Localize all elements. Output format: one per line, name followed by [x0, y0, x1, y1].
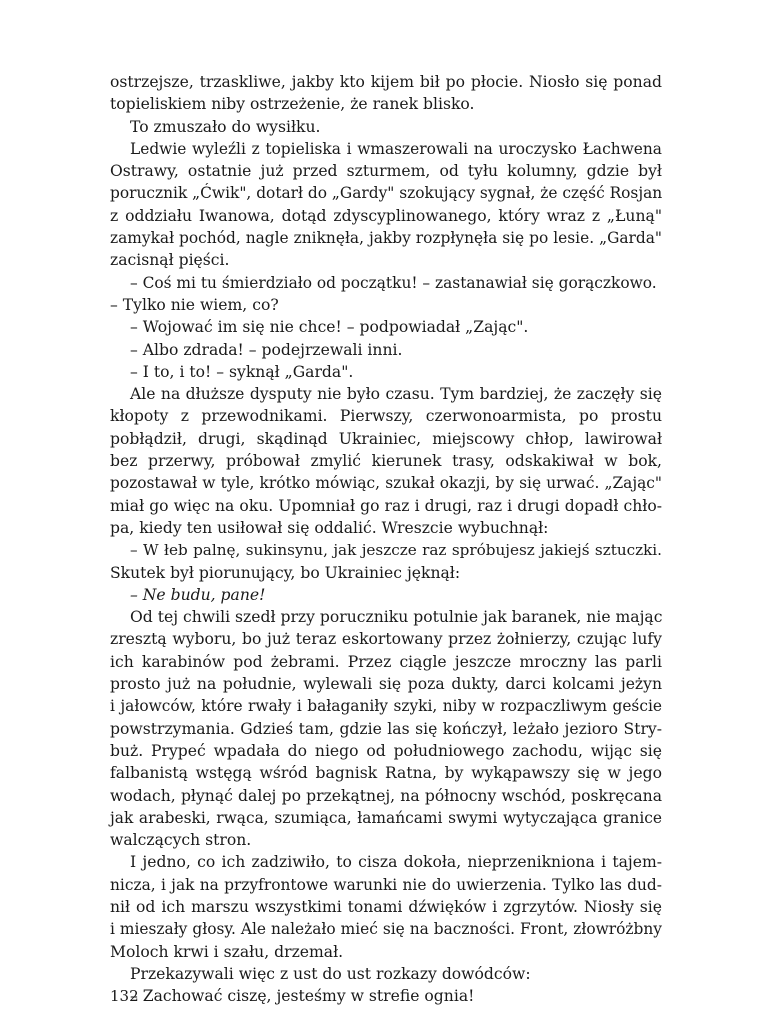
- text-line: Skutek był piorunujący, bo Ukrainiec jęknął:: [110, 563, 461, 582]
- text-line: Ledwie wyleźli z topieliska i wmaszerowali na uroczysko Łachwena: [130, 139, 662, 158]
- text-line: nicza, i jak na przyfrontowe warunki nie do uwierzenia. Tylko las dud-: [110, 875, 662, 894]
- text-line: Przekazywali więc z ust do ust rozkazy dowódców:: [130, 964, 531, 983]
- text-line: I jedno, co ich zadziwiło, to cisza dokoła, nieprzenikniona i tajem-: [130, 853, 662, 872]
- text-line: – Coś mi tu śmierdziało od początku! – zastanawiał się gorączkowo.: [130, 273, 657, 292]
- text-line: walczących stron.: [110, 831, 252, 850]
- text-line: – W łeb palnę, sukinsynu, jak jeszcze raz spróbujesz jakiejś sztuczki.: [130, 541, 662, 560]
- text-line: i jałowców, które rwały i bałaganiły szyki, niby w rozpaczliwym geście: [110, 697, 662, 716]
- text-line: To zmuszało do wysiłku.: [130, 117, 321, 136]
- text-line: kłopoty z przewodnikami. Pierwszy, czerwonoarmista, po prostu: [110, 407, 662, 426]
- text-line: wodach, płynąć dalej po przekątnej, na północny wschód, poskręcana: [110, 786, 662, 805]
- text-line: i mieszały głosy. Ale należało mieć się na baczności. Front, złowróżbny: [110, 920, 662, 939]
- text-line: – Ne budu, pane!: [130, 585, 266, 604]
- text-line: z oddziału Iwanowa, dotąd zdyscyplinowanego, który wraz z „Łuną": [110, 206, 662, 225]
- text-line: zacisnął pięści.: [110, 251, 230, 270]
- text-line: bez przerwy, próbował zmylić kierunek trasy, odskakiwał w bok,: [110, 452, 662, 471]
- text-line: pa, kiedy ten usiłował się oddalić. Wreszcie wybuchnął:: [110, 518, 549, 537]
- text-line: – Albo zdrada! – podejrzewali inni.: [130, 340, 403, 359]
- text-line: pobłądził, drugi, skądinąd Ukrainiec, miejscowy chłop, lawirował: [110, 429, 662, 448]
- text-line: prosto już na południe, wylewali się poza dukty, darci kolcami jeżyn: [110, 675, 662, 694]
- text-line: jak arabeski, rwąca, szumiąca, łamańcami swymi wytyczająca granice: [110, 808, 662, 827]
- text-line: Ostrawy, ostatnie już przed szturmem, od tyłu kolumny, gdzie był: [110, 162, 662, 181]
- text-line: zamykał pochód, nagle zniknęła, jakby rozpłynęła się po lesie. „Garda": [110, 229, 662, 248]
- page-number: 132: [110, 987, 139, 1005]
- text-line: ich karabinów pod żebrami. Przez ciągle jeszcze mroczny las parli: [110, 652, 662, 671]
- text-line: powstrzymania. Gdzieś tam, gdzie las się kończył, leżało jezioro Stry-: [110, 719, 662, 738]
- text-line: – Tylko nie wiem, co?: [110, 295, 279, 314]
- text-line: Moloch krwi i szału, drzemał.: [110, 942, 344, 961]
- text-line: nił od ich marszu wszystkimi tonami dźwięków i zgrzytów. Niosły się: [110, 897, 662, 916]
- text-line: falbanistą wstęgą wśród bagnisk Ratna, by wykąpawszy się w jego: [110, 764, 662, 783]
- text-line: ostrzejsze, trzaskliwe, jakby kto kijem bił po płocie. Niosło się ponad: [110, 73, 662, 91]
- text-line: – Wojować im się nie chce! – podpowiadał „Zając".: [130, 318, 529, 337]
- text-line: topieliskiem niby ostrzeżenie, że ranek blisko.: [110, 95, 475, 114]
- text-line: Ale na dłuższe dysputy nie było czasu. Tym bardziej, że zaczęły się: [130, 385, 662, 404]
- text-line: pozostawał w tyle, krótko mówiąc, szukał okazji, by się urwać. „Zając": [110, 474, 662, 493]
- body-text: [110, 71, 662, 1007]
- text-line: buż. Prypeć wpadała do niego od południowego zachodu, wijąc się: [110, 741, 662, 760]
- text-line: – I to, i to! – syknął „Garda".: [130, 362, 354, 381]
- text-line: Od tej chwili szedł przy poruczniku potulnie jak baranek, nie mając: [130, 608, 663, 627]
- text-line: – Zachować ciszę, jesteśmy w strefie ognia!: [130, 987, 475, 1006]
- text-line: zresztą wyboru, bo już teraz eskortowany przez żołnierzy, czując lufy: [110, 630, 662, 649]
- text-line: miał go więc na oku. Upomniał go raz i drugi, raz i drugi dopadł chło-: [110, 496, 662, 515]
- text-line: porucznik „Ćwik", dotarł do „Gardy" szokujący sygnał, że część Rosjan: [110, 184, 663, 203]
